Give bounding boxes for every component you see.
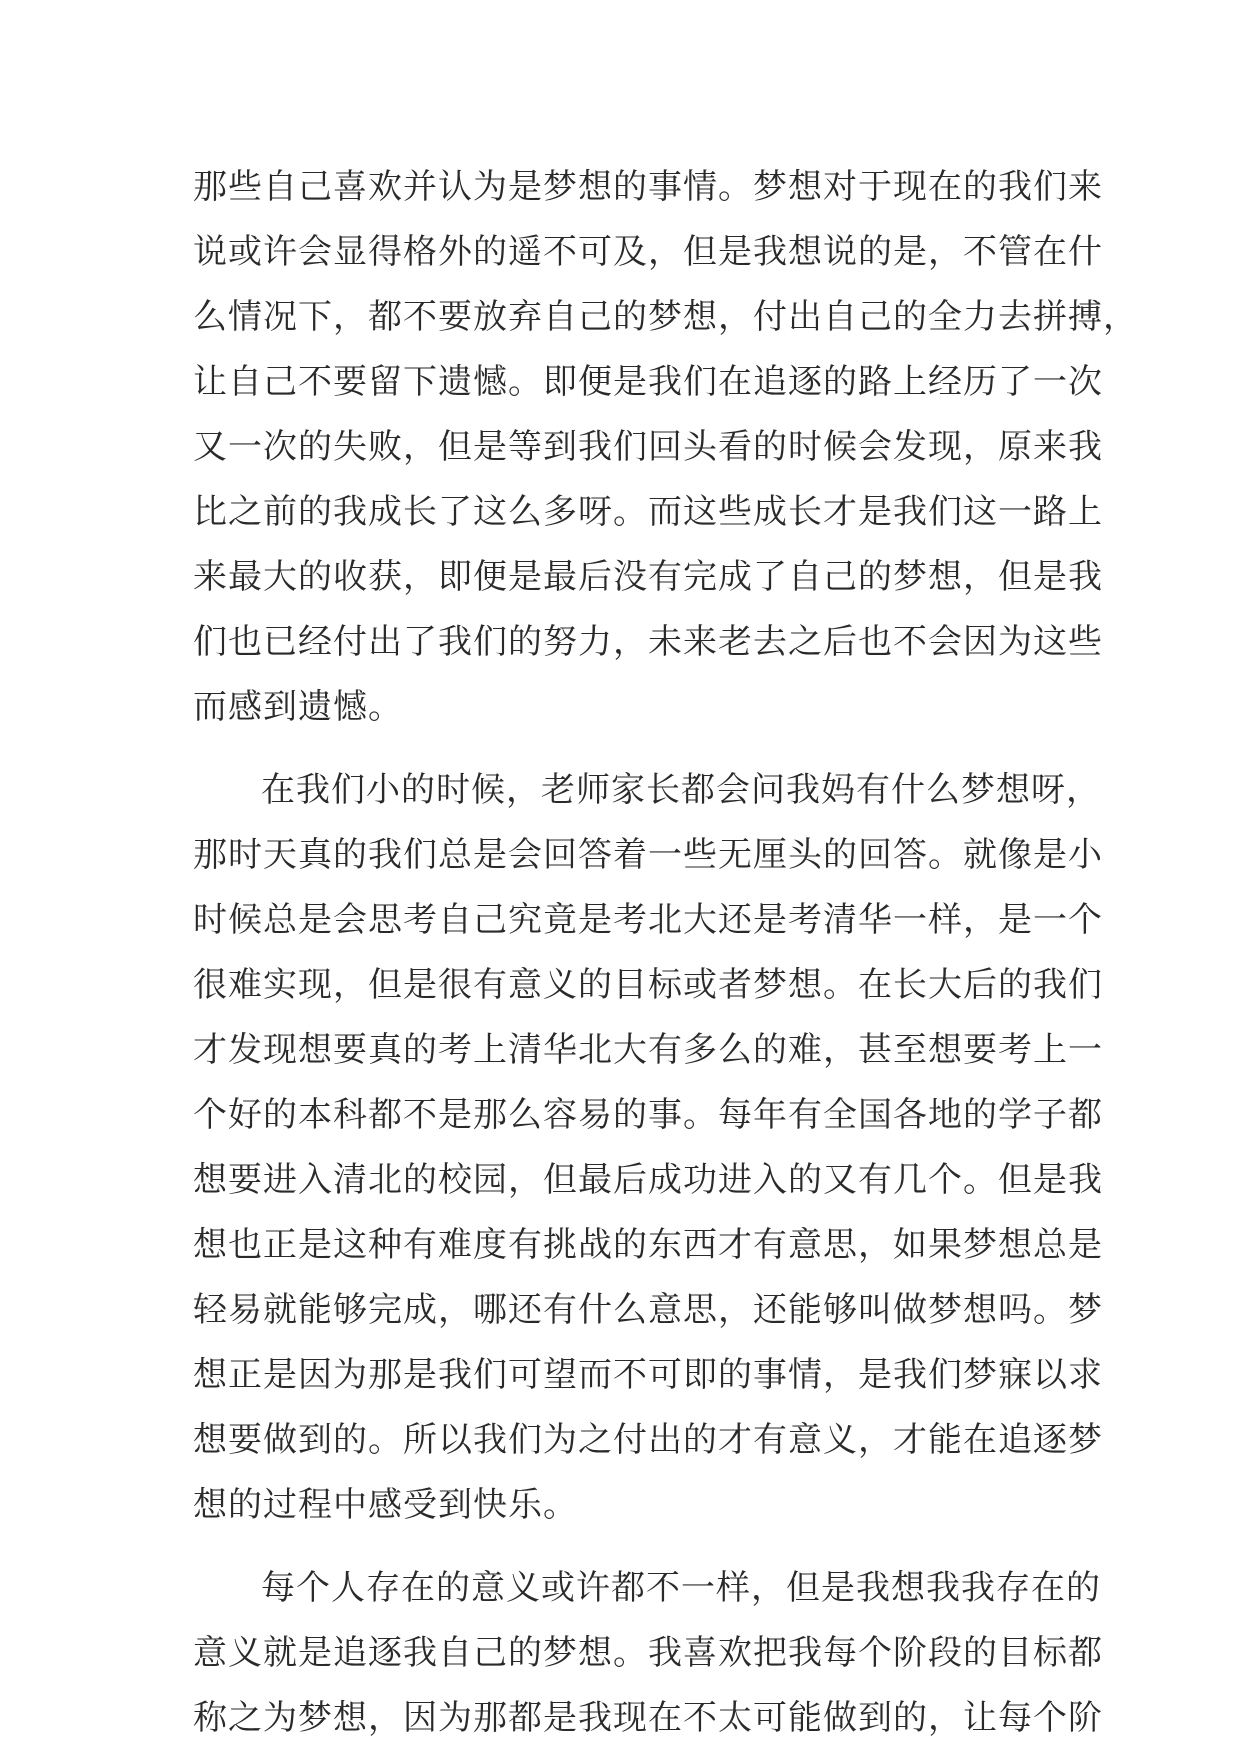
text-line-first: 每个人存在的意义或许都不一样，但是我想我我存在的: [261, 1568, 1101, 1608]
text-line: 说或许会显得格外的遥不可及，但是我想说的是，不管在什: [193, 232, 1103, 272]
document-body: [193, 155, 1138, 1751]
text-line: 让自己不要留下遗憾。即便是我们在追逐的路上经历了一次: [193, 362, 1103, 402]
text-line: 意义就是追逐我自己的梦想。我喜欢把我每个阶段的目标都: [193, 1633, 1103, 1673]
text-line: 那时天真的我们总是会回答着一些无厘头的回答。就像是小: [193, 835, 1103, 875]
text-line: 们也已经付出了我们的努力，未来老去之后也不会因为这些: [193, 622, 1103, 662]
paragraph-2: [193, 758, 1103, 1538]
text-line: 想的过程中感受到快乐。: [193, 1485, 578, 1525]
text-line: 想也正是这种有难度有挑战的东西才有意思，如果梦想总是: [193, 1225, 1103, 1265]
paragraph-1: [193, 155, 1138, 740]
text-line: 来最大的收获，即便是最后没有完成了自己的梦想，但是我: [193, 557, 1103, 597]
text-line: 想正是因为那是我们可望而不可即的事情，是我们梦寐以求: [193, 1355, 1103, 1395]
text-line-first: 在我们小的时候，老师家长都会问我妈有什么梦想呀，: [261, 770, 1101, 810]
text-line: 想要进入清北的校园，但最后成功进入的又有几个。但是我: [193, 1160, 1103, 1200]
text-line: 很难实现，但是很有意义的目标或者梦想。在长大后的我们: [193, 965, 1103, 1005]
text-line: 称之为梦想，因为那都是我现在不太可能做到的，让每个阶: [193, 1698, 1103, 1738]
paragraph-3: [193, 1556, 1103, 1751]
text-line: 时候总是会思考自己究竟是考北大还是考清华一样，是一个: [193, 900, 1103, 940]
text-line: 而感到遗憾。: [193, 687, 403, 727]
text-line: 那些自己喜欢并认为是梦想的事情。梦想对于现在的我们来: [193, 167, 1103, 207]
text-line: 个好的本科都不是那么容易的事。每年有全国各地的学子都: [193, 1095, 1103, 1135]
text-line: 又一次的失败，但是等到我们回头看的时候会发现，原来我: [193, 427, 1103, 467]
paragraph-gap: [193, 740, 1073, 758]
text-line: 想要做到的。所以我们为之付出的才有意义，才能在追逐梦: [193, 1420, 1103, 1460]
text-line: 轻易就能够完成，哪还有什么意思，还能够叫做梦想吗。梦: [193, 1290, 1103, 1330]
text-line: 比之前的我成长了这么多呀。而这些成长才是我们这一路上: [193, 492, 1103, 532]
paragraph-gap: [193, 1538, 1073, 1556]
text-line: 才发现想要真的考上清华北大有多么的难，甚至想要考上一: [193, 1030, 1103, 1070]
text-line: 么情况下，都不要放弃自己的梦想，付出自己的全力去拼搏，: [193, 297, 1138, 337]
